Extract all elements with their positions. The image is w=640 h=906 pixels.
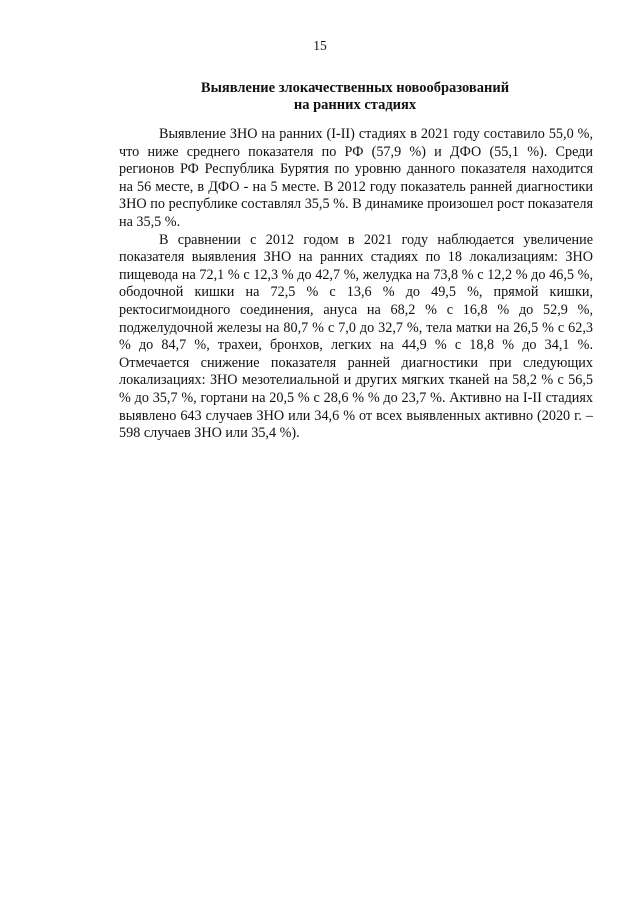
paragraph-early-detection-summary: Выявление ЗНО на ранних (I-II) стадиях в 2021 году составило 55,0 %, что ниже среднего показателя по РФ (57,9 %) и ДФО (55,1 %). Среди регионов РФ Республика Бурятия по уровню данного показателя находится на 56 месте, в ДФО - на 5 месте. В 2012 году показатель ранней диагностики ЗНО по республике составлял 35,5 %. В динамике произошел рост показателя на 35,5 %. — [119, 126, 593, 230]
section-title — [120, 80, 590, 114]
paragraph-localization-comparison: В сравнении с 2012 годом в 2021 году наблюдается увеличение показателя выявления ЗНО на ранних стадиях по 18 локализациям: ЗНО пищевода на 72,1 % с 12,3 % до 42,7 %, желудка на 73,8 % с 12,2 % до 46,5 %, ободочной кишки на 72,5 % с 13,6 % до 49,5 %, прямой кишки, ректосигмоидного соединения, ануса на 68,2 % с 16,8 % до 52,9 %, поджелудочной железы на 80,7 % с 7,0 до 32,7 %, тела матки на 26,5 % с 62,3 % до 84,7 %, трахеи, бронхов, легких на 44,9 % с 18,8 % до 34,1 %. Отмечается снижение показателя ранней диагностики при следующих локализациях: ЗНО мезотелиальной и других мягких тканей на 58,2 % с 56,5 % до 35,7 %, гортани на 20,5 % с 28,6 % % до 23,7 %. Активно на I-II стадиях выявлено 643 случаев ЗНО или 34,6 % от всех выявленных активно (2020 г. – 598 случаев ЗНО или 35,4 %). — [119, 231, 593, 442]
page-number: 15 — [313, 38, 327, 53]
body-text — [119, 126, 593, 443]
section-title-line-1: Выявление злокачественных новообразований — [200, 80, 510, 96]
section-title-line-2: на ранних стадиях — [293, 97, 417, 113]
